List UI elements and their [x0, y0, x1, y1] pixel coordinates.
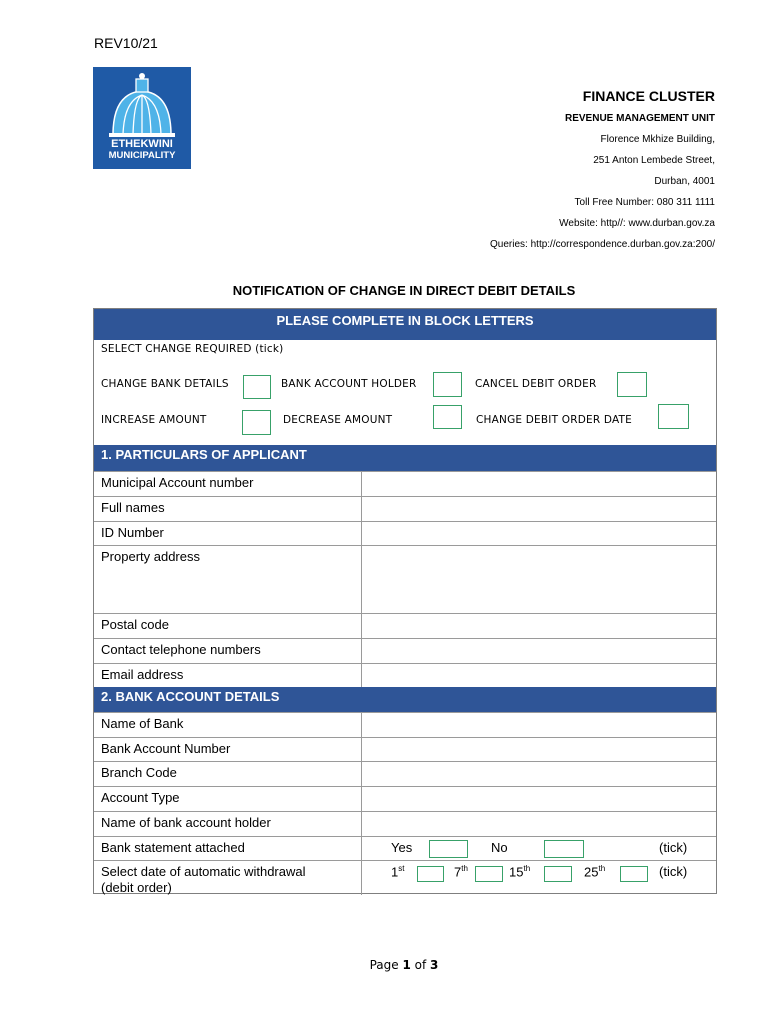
page-footer [0, 958, 770, 972]
change-bank-details-label: CHANGE BANK DETAILS [101, 378, 229, 390]
logo-text-line1: ETHEKWINI [111, 138, 173, 150]
page-of: of [410, 958, 431, 972]
bank-name-label: Name of Bank [101, 716, 184, 731]
date-25th-checkbox[interactable] [620, 866, 648, 882]
instruction-banner: PLEASE COMPLETE IN BLOCK LETTERS [94, 309, 716, 340]
logo-text-line2: MUNICIPALITY [108, 150, 176, 161]
date-15th-checkbox[interactable] [544, 866, 572, 882]
section-1-heading: 1. PARTICULARS OF APPLICANT [94, 445, 716, 471]
decrease-amount-label: DECREASE AMOUNT [283, 414, 393, 426]
field-row-municipal-account [94, 471, 716, 496]
yes-label: Yes [391, 840, 413, 855]
email-label: Email address [101, 667, 184, 682]
field-row-account-holder [94, 811, 716, 836]
date-7th-checkbox[interactable] [475, 866, 503, 882]
select-change-label: SELECT CHANGE REQUIRED (tick) [101, 343, 284, 355]
field-row-email [94, 663, 716, 687]
postal-code-input[interactable] [362, 614, 716, 638]
field-row-bank-name [94, 712, 716, 737]
form-title: NOTIFICATION OF CHANGE IN DIRECT DEBIT DETAILS [232, 283, 576, 298]
withdrawal-label-line1: Select date of automatic withdrawal [101, 864, 306, 879]
change-bank-details-checkbox[interactable] [243, 375, 271, 399]
account-holder-label: Name of bank account holder [101, 815, 271, 830]
toll-free-number: Toll Free Number: 080 311 1111 [574, 197, 715, 208]
field-row-bank-statement [94, 836, 716, 860]
cancel-debit-order-checkbox[interactable] [617, 372, 647, 397]
revision-label: REV10/21 [94, 35, 158, 51]
date-1st-label: 1st [391, 864, 405, 880]
cancel-debit-order-label: CANCEL DEBIT ORDER [475, 378, 597, 390]
cluster-heading: FINANCE CLUSTER [582, 88, 715, 104]
withdrawal-tick-hint: (tick) [659, 864, 688, 879]
unit-heading: REVENUE MANAGEMENT UNIT [564, 113, 715, 124]
contact-phone-input[interactable] [362, 639, 716, 663]
branch-code-label: Branch Code [101, 765, 177, 780]
city-hall-dome-icon [93, 67, 191, 169]
field-row-contact-phone [94, 638, 716, 663]
statement-no-checkbox[interactable] [544, 840, 584, 858]
full-names-label: Full names [101, 500, 165, 515]
field-row-id-number [94, 521, 716, 545]
postal-code-label: Postal code [101, 617, 169, 632]
contact-phone-label: Contact telephone numbers [101, 642, 261, 657]
field-row-account-type [94, 786, 716, 811]
date-25th-label: 25th [584, 864, 606, 880]
page-number: 1 [402, 958, 411, 972]
field-row-postal-code [94, 613, 716, 638]
email-input[interactable] [362, 664, 716, 687]
municipal-account-input[interactable] [362, 472, 716, 496]
section-2-divider [361, 712, 362, 895]
page-total: 3 [430, 958, 439, 972]
bank-account-holder-checkbox[interactable] [433, 372, 462, 397]
statement-tick-hint: (tick) [659, 840, 688, 855]
decrease-amount-checkbox[interactable] [433, 405, 462, 429]
property-address-input[interactable] [362, 546, 716, 613]
field-row-withdrawal-date [94, 860, 716, 895]
direct-debit-form [93, 308, 717, 894]
section-2-heading: 2. BANK ACCOUNT DETAILS [94, 687, 716, 712]
account-type-label: Account Type [101, 790, 180, 805]
date-15th-label: 15th [509, 864, 531, 880]
statement-yes-checkbox[interactable] [429, 840, 468, 858]
queries-url: Queries: http://correspondence.durban.gov.za:200/ [490, 239, 715, 250]
change-debit-order-date-label: CHANGE DEBIT ORDER DATE [476, 414, 632, 426]
date-7th-label: 7th [454, 864, 468, 880]
bank-account-holder-label: BANK ACCOUNT HOLDER [281, 378, 417, 390]
change-debit-order-date-checkbox[interactable] [658, 404, 689, 429]
increase-amount-checkbox[interactable] [242, 410, 271, 435]
property-address-label: Property address [101, 549, 200, 564]
field-row-property-address [94, 545, 716, 613]
address-line-1: Florence Mkhize Building, [600, 134, 715, 145]
field-row-branch-code [94, 761, 716, 786]
section-1-divider [361, 471, 362, 687]
id-number-input[interactable] [362, 522, 716, 545]
page-prefix: Page [369, 958, 403, 972]
website: Website: http//: www.durban.gov.za [559, 218, 715, 229]
date-1st-checkbox[interactable] [417, 866, 444, 882]
account-number-label: Bank Account Number [101, 741, 231, 756]
increase-amount-label: INCREASE AMOUNT [101, 414, 207, 426]
bank-statement-label: Bank statement attached [101, 840, 245, 855]
field-row-full-names [94, 496, 716, 521]
municipal-account-label: Municipal Account number [101, 475, 254, 490]
no-label: No [491, 840, 508, 855]
field-row-account-number [94, 737, 716, 761]
id-number-label: ID Number [101, 525, 164, 540]
ethekwini-logo [93, 67, 191, 169]
full-names-input[interactable] [362, 497, 716, 521]
address-line-2: 251 Anton Lembede Street, [593, 155, 715, 166]
withdrawal-label-line2: (debit order) [101, 880, 172, 895]
address-line-3: Durban, 4001 [654, 176, 715, 187]
